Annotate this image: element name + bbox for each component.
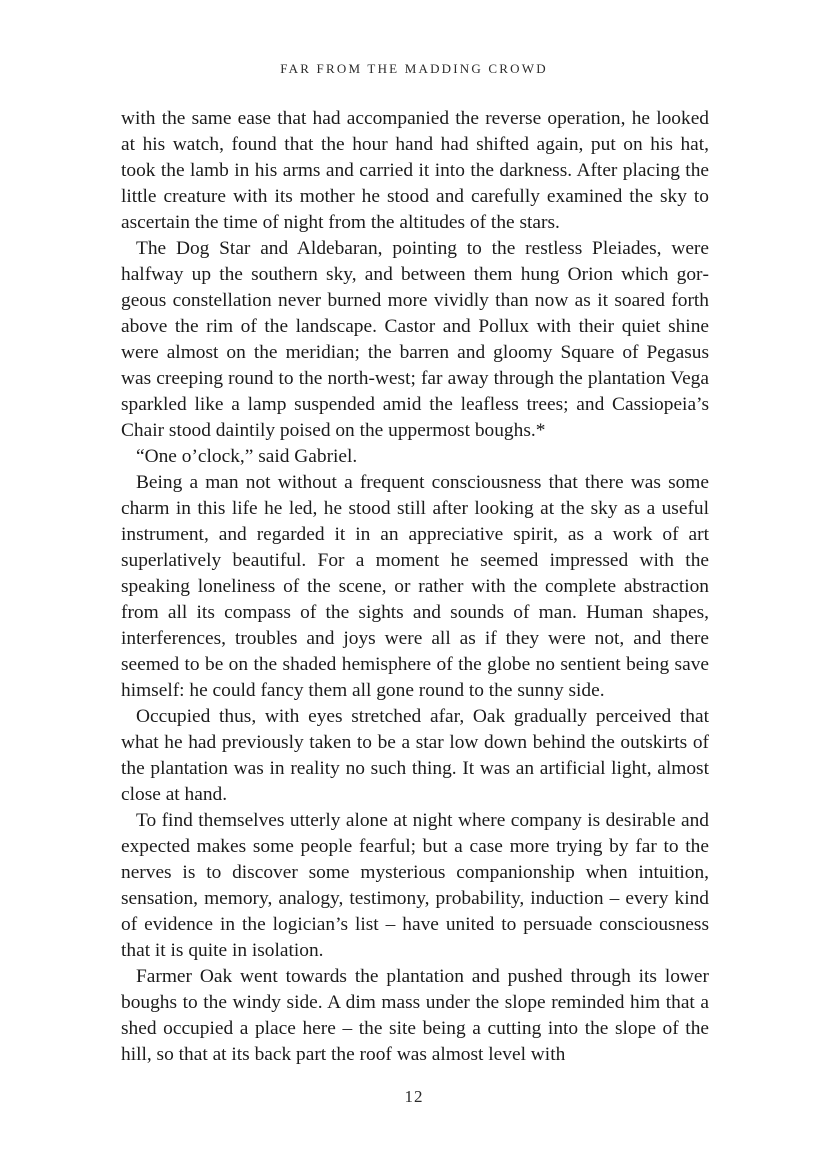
paragraph: Being a man not without a frequent consciousness that there was some charm in this life he led, he stood still after looking at the sky as a useful instrument, and regarded it in an appreciative spirit, as a work of art superlatively beautiful. For a moment he seemed impressed with the speaking loneliness of the scene, or rather with the complete abstraction from all its compass of the sights and sounds of man. Human shapes, interferences, troubles and joys were all as if they were not, and there seemed to be on the shaded hemisphere of the globe no sentient being save himself: he could fancy them all gone round to the sunny side. xyxy=(121,472,709,701)
paragraph: Occupied thus, with eyes stretched afar, Oak gradually perceived that what he had previously taken to be a star low down behind the outskirts of the plantation was in reality no such thing. It was an artificial light, almost close at hand. xyxy=(121,706,709,805)
paragraph: To find themselves utterly alone at night where company is desirable and expected makes some people fearful; but a case more trying by far to the nerves is to discover some mysterious companionship when intuition, sensation, memory, analogy, testimony, probability, induction – every kind of evidence in the logician’s list – have united to persuade consciousness that it is quite in isolation. xyxy=(121,810,709,961)
body-text xyxy=(121,106,709,1068)
page-number: 12 xyxy=(404,1087,424,1106)
paragraph: The Dog Star and Aldebaran, pointing to the restless Pleiades, were halfway up the southern sky, and between them hung Orion which gorgeous constellation never burned more vividly than now as it soared forth above the rim of the landscape. Castor and Pollux with their quiet shine were almost on the meridian; the barren and gloomy Square of Pegasus was creeping round to the north-west; far away through the plantation Vega sparkled like a lamp suspended amid the leafless trees; and Cassiopeia’s Chair stood daintily poised on the uppermost boughs.* xyxy=(121,238,709,441)
paragraph: Farmer Oak went towards the plantation and pushed through its lower boughs to the windy side. A dim mass under the slope reminded him that a shed occupied a place here – the site being a cutting into the slope of the hill, so that at its back part the roof was almost level with xyxy=(121,966,709,1065)
paragraph-continued: with the same ease that had accompanied the reverse operation, he looked at his watch, found that the hour hand had shifted again, put on his hat, took the lamb in his arms and carried it into the darkness. After placing the little creature with its mother he stood and carefully examined the sky to ascertain the time of night from the altitudes of the stars. xyxy=(121,108,709,233)
paragraph-dialogue: “One o’clock,” said Gabriel. xyxy=(136,446,358,467)
running-head: FAR FROM THE MADDING CROWD xyxy=(280,61,548,76)
